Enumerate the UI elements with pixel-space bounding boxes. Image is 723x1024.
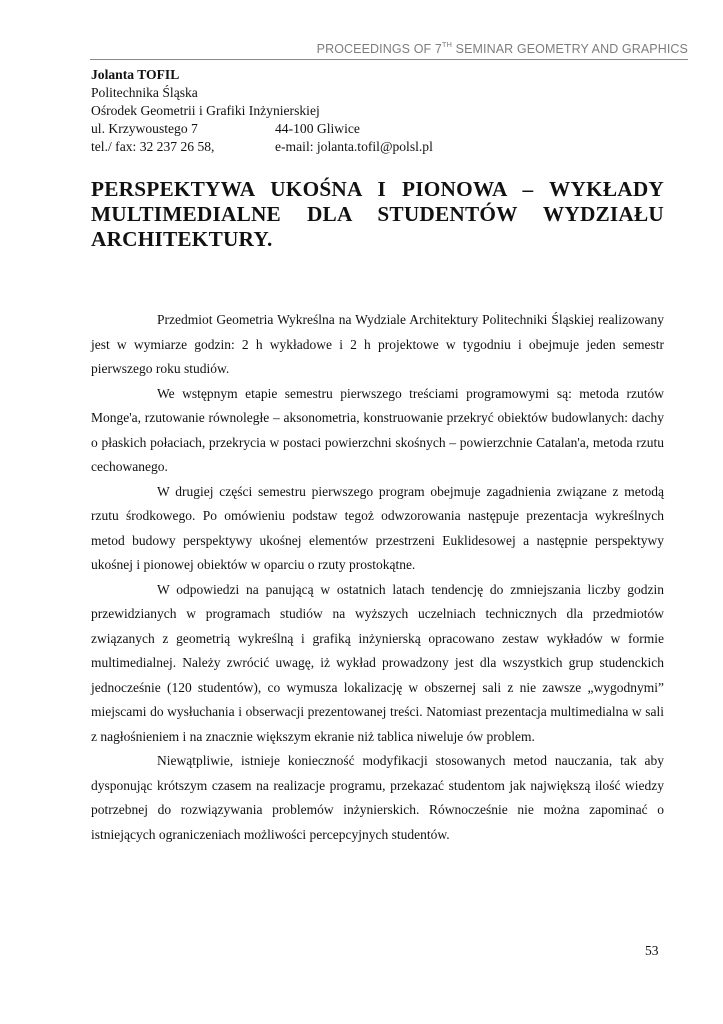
author-block (91, 66, 433, 156)
paragraph: Przedmiot Geometria Wykreślna na Wydziale Architektury Politechniki Śląskiej realizowany jest w wymiarze godzin: 2 h wykładowe i 2 h projektowe w tygodniu i obejmuje jeden semestr pierwszego roku studiów. (91, 312, 664, 376)
author-contact-row (91, 138, 433, 156)
paragraph: We wstępnym etapie semestru pierwszego treściami programowymi są: metoda rzutów Monge'a, rzutowanie równoległe – aksonometria, konstruowanie przekryć obiektów budowlanych: dachy o płaskich połaciach, przekrycia w postaci powierzchni skośnych – powierzchnie Catalan'a, metoda rzutu cechowanego. (91, 385, 664, 474)
author-phone: tel./ fax: 32 237 26 58, (91, 139, 215, 154)
author-university: Politechnika Śląska (91, 85, 198, 100)
author-address-row (91, 120, 360, 138)
paragraph: Niewątpliwie, istnieje konieczność modyfikacji stosowanych metod nauczania, tak aby dysponując krótszym czasem na realizacje programu, przekazać studentom jak największą ilość wiedzy potrzebnej do rozwiązywania problemów inżynierskich. Równocześnie nie można zapominać o istniejących ograniczeniach możliwości percepcyjnych studentów. (91, 753, 664, 842)
page-number: 53 (645, 943, 659, 958)
header-prefix: PROCEEDINGS OF 7 (316, 42, 442, 56)
paper-title: PERSPEKTYWA UKOŚNA I PIONOWA – WYKŁADY MULTIMEDIALNE DLA STUDENTÓW WYDZIAŁU ARCHITEKTURY. (91, 177, 664, 251)
author-street: ul. Krzywoustego 7 (91, 121, 198, 136)
author-name: Jolanta TOFIL (91, 67, 180, 82)
paragraph: W drugiej części semestru pierwszego program obejmuje zagadnienia związane z metodą rzutu środkowego. Po omówieniu podstaw tegoż odwzorowania następuje prezentacja wykreślnych metod budowy perspektywy ukośnej elementów przestrzeni Euklidesowej a następnie perspektywy ukośnej i pionowej obiektów w oparciu o rzuty prostokątne. (91, 483, 664, 572)
header-superscript: TH (441, 39, 453, 49)
author-department: Ośrodek Geometrii i Grafiki Inżynierskiej (91, 103, 320, 118)
body-text (91, 308, 664, 847)
running-header (90, 40, 688, 60)
author-email: e-mail: jolanta.tofil@polsl.pl (275, 139, 433, 154)
paragraph: W odpowiedzi na panującą w ostatnich latach tendencję do zmniejszania liczby godzin przewidzianych w programach studiów na wyższych uczelniach technicznych dla przedmiotów związanych z geometrią wykreślną i grafiką inżynierską opracowano zestaw wykładów w formie multimedialnej. Należy zwrócić uwagę, iż wykład prowadzony jest dla wszystkich grup studenckich jednocześnie (120 studentów), co wymusza lokalizację w obszernej sali z nie zawsze „wygodnymi” miejscami do wysłuchania i obserwacji prezentowanej treści. Natomiast prezentacja multimedialna w sali z nagłośnieniem i na znacznie większym ekranie niż tablica niweluje ów problem. (91, 581, 664, 744)
author-city: 44-100 Gliwice (275, 121, 360, 136)
header-suffix: SEMINAR GEOMETRY AND GRAPHICS (452, 42, 688, 56)
